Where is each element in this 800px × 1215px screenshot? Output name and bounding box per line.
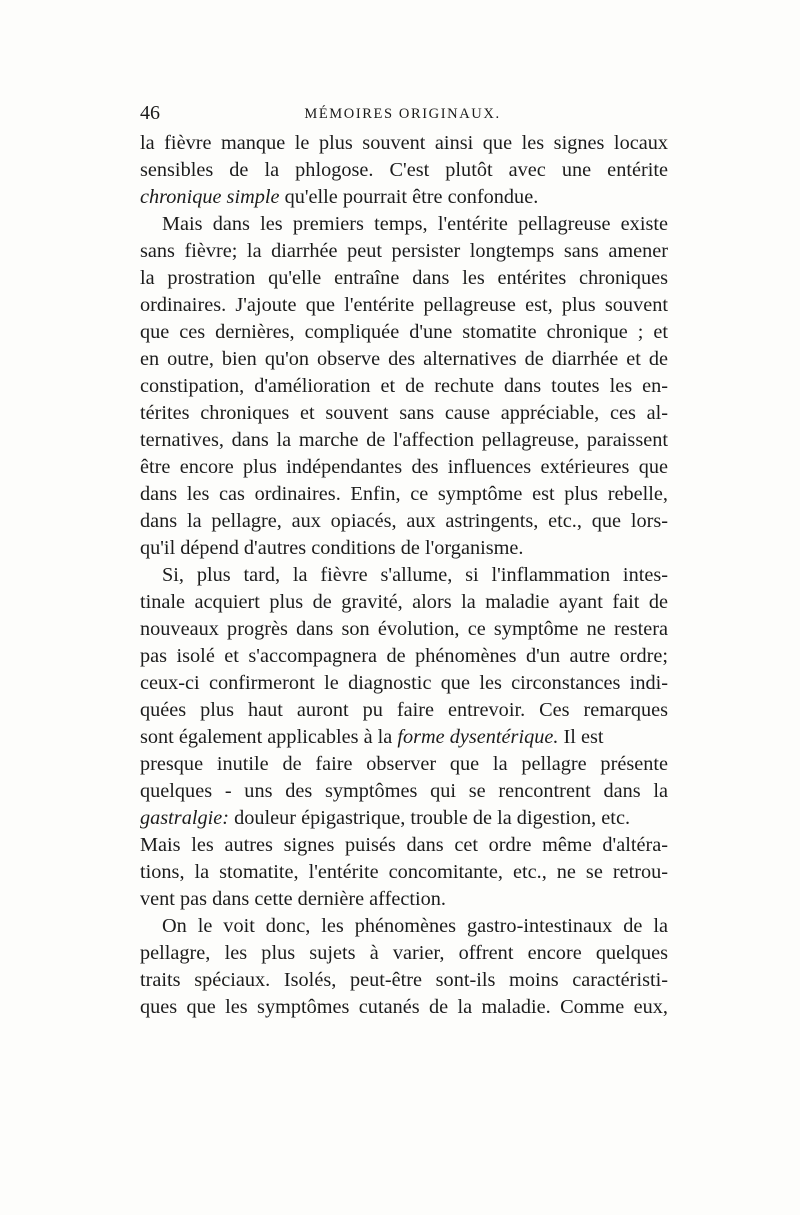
text-line: pellagre, les plus sujets à varier, offrent encore quelques — [140, 942, 668, 964]
paragraph-first-line: Mais dans les premiers temps, l'entérite pellagreuse existe — [162, 213, 668, 235]
text-line: ordinaires. J'ajoute que l'entérite pellagreuse est, plus souvent — [140, 294, 668, 316]
paragraph-first-line: On le voit donc, les phénomènes gastro-intestinaux de la — [162, 915, 668, 937]
text-line: quées plus haut auront pu faire entrevoir. Ces remarques — [140, 699, 668, 721]
text-line: quelques - uns des symptômes qui se rencontrent dans la — [140, 780, 668, 802]
text-line: Mais les autres signes puisés dans cet ordre même d'altéra- — [140, 834, 668, 856]
text-line: ques que les symptômes cutanés de la maladie. Comme eux, — [140, 996, 668, 1018]
running-title: MÉMOIRES ORIGINAUX. — [304, 106, 501, 122]
text-fragment: douleur épigastrique, trouble de la digestion, etc. — [229, 807, 631, 829]
text-line: qu'il dépend d'autres conditions de l'organisme. — [140, 537, 524, 559]
text-line: la fièvre manque le plus souvent ainsi que les signes locaux — [140, 132, 668, 154]
text-line: en outre, bien qu'on observe des alternatives de diarrhée et de — [140, 348, 668, 370]
text-line: être encore plus indépendantes des influences extérieures que — [140, 456, 668, 478]
italic-phrase: chronique simple — [140, 186, 280, 208]
text-line: térites chroniques et souvent sans cause appréciable, ces al- — [140, 402, 668, 424]
text-line: traits spéciaux. Isolés, peut-être sont-ils moins caractéristi- — [140, 969, 668, 991]
text-line: nouveaux progrès dans son évolution, ce symptôme ne restera — [140, 618, 668, 640]
text-line: dans la pellagre, aux opiacés, aux astringents, etc., que lors- — [140, 510, 668, 532]
text-line: constipation, d'amélioration et de rechute dans toutes les en- — [140, 375, 668, 397]
text-line: que ces dernières, compliquée d'une stomatite chronique ; et — [140, 321, 668, 343]
text-line: vent pas dans cette dernière affection. — [140, 888, 446, 910]
text-line: tinale acquiert plus de gravité, alors la maladie ayant fait de — [140, 591, 668, 613]
italic-phrase: forme dysentérique. — [397, 726, 559, 748]
text-line: pas isolé et s'accompagnera de phénomènes d'un autre ordre; — [140, 645, 668, 667]
paragraph-first-line: Si, plus tard, la fièvre s'allume, si l'inflammation intes- — [162, 564, 668, 586]
text-line: sans fièvre; la diarrhée peut persister longtemps sans amener — [140, 240, 668, 262]
text-fragment: sont également applicables à la — [140, 726, 398, 748]
text-line — [140, 805, 668, 832]
page-number: 46 — [140, 102, 160, 124]
body-text — [140, 130, 668, 1021]
text-line: ternatives, dans la marche de l'affection pellagreuse, paraissent — [140, 429, 668, 451]
text-line: sensibles de la phlogose. C'est plutôt avec une entérite — [140, 159, 668, 181]
text-line — [140, 724, 668, 751]
italic-phrase: gastralgie: — [140, 807, 230, 829]
text-line: tions, la stomatite, l'entérite concomitante, etc., ne se retrou- — [140, 861, 668, 883]
text-fragment: Il est — [558, 726, 604, 748]
text-line — [140, 184, 668, 211]
text-line: la prostration qu'elle entraîne dans les entérites chroniques — [140, 267, 668, 289]
text-fragment: qu'elle pourrait être confondue. — [279, 186, 539, 208]
running-head — [140, 100, 665, 130]
text-line: ceux-ci confirmeront le diagnostic que les circonstances indi- — [140, 672, 668, 694]
text-line: dans les cas ordinaires. Enfin, ce symptôme est plus rebelle, — [140, 483, 668, 505]
text-line: presque inutile de faire observer que la pellagre présente — [140, 753, 668, 775]
